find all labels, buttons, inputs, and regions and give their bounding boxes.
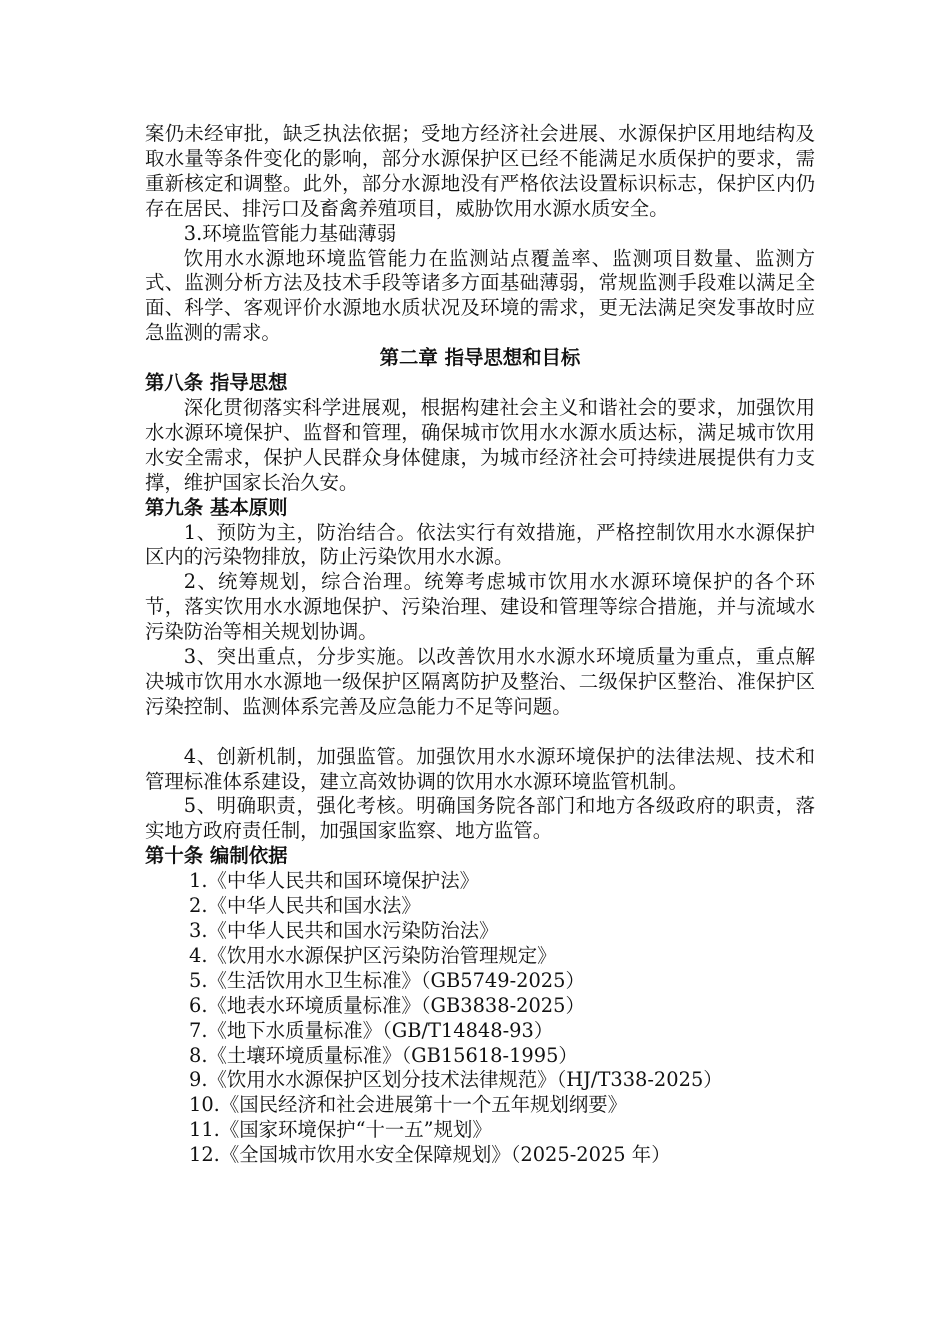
- reference-item: 5.《生活饮用水卫生标准》（GB5749-2025）: [189, 968, 585, 992]
- reference-item: 8.《土壤环境质量标准》（GB15618-1995）: [189, 1043, 578, 1067]
- reference-item: 7.《地下水质量标准》（GB/T14848-93）: [189, 1018, 554, 1042]
- chapter-heading: 第二章 指导思想和目标: [379, 346, 581, 370]
- document-page: [145, 122, 815, 1168]
- subheading-monitoring-capacity: 3.环境监管能力基础薄弱: [183, 221, 397, 245]
- article-9-heading: 第九条 基本原则: [145, 495, 288, 519]
- paragraph-monitoring-capacity: 饮用水水源地环境监管能力在监测站点覆盖率、监测项目数量、监测方式、监测分析方法及技术手段等诸多方面基础薄弱，常规监测手段难以满足全面、科学、客观评价水源地水质状况及环境的需求，更无法满足突发事故时应急监测的需求。: [145, 246, 815, 345]
- paragraph-guiding-ideology: 深化贯彻落实科学进展观，根据构建社会主义和谐社会的要求，加强饮用水水源环境保护、监督和管理，确保城市饮用水水源水质达标，满足城市饮用水安全需求，保护人民群众身体健康，为城市经济社会可持续进展提供有力支撑，维护国家长治久安。: [145, 395, 815, 494]
- reference-list: [145, 869, 815, 1168]
- reference-item: 6.《地表水环境质量标准》（GB3838-2025）: [189, 993, 585, 1017]
- reference-item: 9.《饮用水水源保护区划分技术法律规范》（HJ/T338-2025）: [189, 1068, 723, 1092]
- paragraph-protection-issues: 案仍未经审批，缺乏执法依据；受地方经济社会进展、水源保护区用地结构及取水量等条件变化的影响，部分水源保护区已经不能满足水质保护的要求，需重新核定和调整。此外，部分水源地没有严格依法设置标识标志，保护区内仍存在居民、排污口及畜禽养殖项目，威胁饮用水源水质安全。: [145, 122, 815, 220]
- principle-2: 2、统筹规划，综合治理。统筹考虑城市饮用水水源环境保护的各个环节，落实饮用水水源地保护、污染治理、建设和管理等综合措施，并与流域水污染防治等相关规划协调。: [145, 570, 815, 644]
- reference-item: 12.《全国城市饮用水安全保障规划》（2025-2025 年）: [189, 1143, 671, 1167]
- principle-1: 1、预防为主，防治结合。依法实行有效措施，严格控制饮用水水源保护区内的污染物排放，防止污染饮用水水源。: [145, 520, 815, 569]
- principle-4: 4、创新机制，加强监管。加强饮用水水源环境保护的法律法规、技术和管理标准体系建设，建立高效协调的饮用水水源环境监管机制。: [145, 744, 815, 793]
- article-8-heading: 第八条 指导思想: [145, 371, 288, 395]
- principle-5: 5、明确职责，强化考核。明确国务院各部门和地方各级政府的职责，落实地方政府责任制，加强国家监察、地方监管。: [145, 794, 815, 843]
- reference-item: 2.《中华人民共和国水法》: [189, 894, 421, 918]
- reference-item: 4.《饮用水水源保护区污染防治管理规定》: [189, 943, 557, 967]
- reference-item: 10.《国民经济和社会进展第十一个五年规划纲要》: [189, 1093, 628, 1117]
- reference-item: 1.《中华人民共和国环境保护法》: [189, 869, 479, 893]
- blank-line: [145, 720, 815, 745]
- reference-item: 3.《中华人民共和国水污染防治法》: [189, 918, 499, 942]
- reference-item: 11.《国家环境保护“十一五”规划》: [189, 1118, 492, 1142]
- article-10-heading: 第十条 编制依据: [145, 844, 288, 868]
- principle-3: 3、突出重点，分步实施。以改善饮用水水源水环境质量为重点，重点解决城市饮用水水源地一级保护区隔离防护及整治、二级保护区整治、准保护区污染控制、监测体系完善及应急能力不足等问题。: [145, 645, 815, 718]
